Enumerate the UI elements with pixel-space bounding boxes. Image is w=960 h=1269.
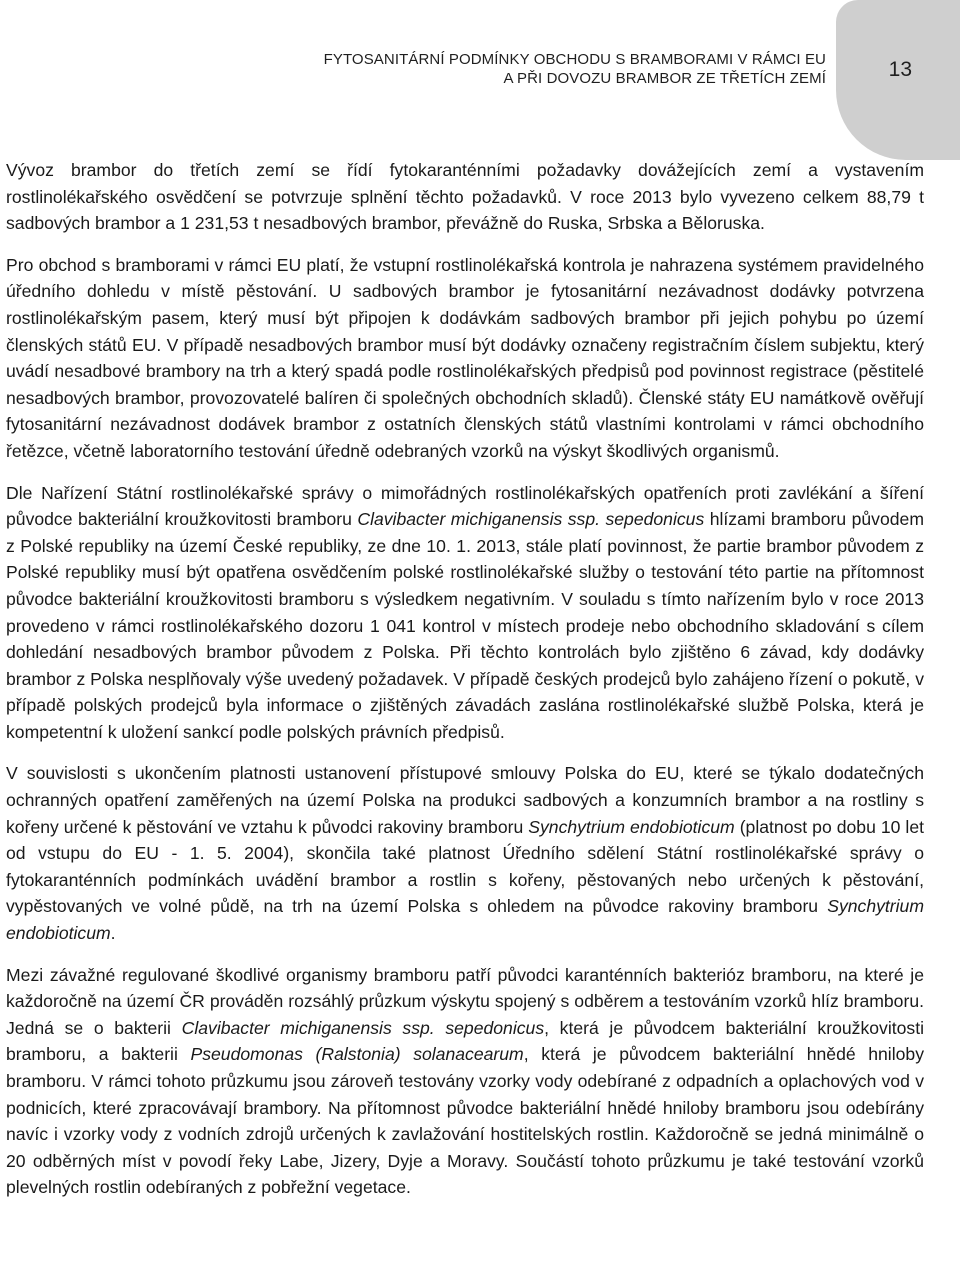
species-name: Clavibacter michiganensis ssp. sepedonicus	[181, 1017, 545, 1038]
text-segment: hlízami bramboru původem z Polské republiky na území České republiky, ze dne 10. 1. 2013, stále platí povinnost, že partie brambor původem z Polské republiky musí být opatřena osvědčením polské rostlinolékařské služby o testování této partie na přítomnost původce bakteriální kroužkovitosti bramboru s výsledkem negativním. V souladu s tímto nařízením bylo v roce 2013 provedeno v rámci rostlinolékařského dozoru 1 041 kontrol v místech prodeje nebo obchodního skladování s cílem dohledání nesadbových brambor původem z Polska. Při těchto kontrolách bylo zjištěno 6 závad, kdy dodávky brambor z Polska nesplňovaly výše uvedený požadavek. V případě českých prodejců bylo zahájeno řízení o pokutě, v případě polských prodejců byla informace o zjištěných závadách zaslána rostlinolékařské službě Polska, která je kompetentní k uložení sankcí podle polských právních předpisů.	[6, 509, 924, 742]
species-name: Synchytrium endobioticum	[528, 816, 735, 837]
page-number: 13	[888, 58, 912, 81]
paragraph-poland-regulation	[6, 480, 924, 746]
species-name: Pseudomonas (Ralstonia) solanacearum	[190, 1044, 524, 1065]
paragraph-accession-treaty	[6, 760, 924, 946]
running-header	[324, 50, 826, 88]
text-segment: (platnost po dobu 10 let od vstupu do EU - 1. 5. 2004), skončila také platnost Úředního sdělení Státní rostlinolékařské správy o fytokaranténních podmínkách uvádění brambor a rostlin s kořeny, pěstovaných nebo určených k pěstování, vypěstovaných ve volné půdě, na trh na území Polska s ohledem na původce rakoviny bramboru	[6, 816, 924, 917]
species-name: Clavibacter michiganensis ssp. sepedonicus	[357, 509, 705, 530]
text-segment: V souvislosti s ukončením platnosti ustanovení přístupové smlouvy Polska do EU, které se týkalo dodatečných ochranných opatření zaměřených na území Polska na produkci sadbových a konzumních brambor a na rostliny s kořeny určené k pěstování ve vztahu k původci rakoviny bramboru	[6, 763, 924, 837]
text-segment: .	[110, 923, 116, 944]
header-title-line-1: FYTOSANITÁRNÍ PODMÍNKY OBCHODU S BRAMBORAMI V RÁMCI EU	[323, 51, 826, 68]
species-name: Synchytrium endobioticum	[6, 896, 924, 944]
text-segment: , která je původcem bakteriální kroužkovitosti bramboru, a bakterii	[6, 1017, 924, 1065]
paragraph-export: Vývoz brambor do třetích zemí se řídí fytokaranténními požadavky dovážejících zemí a vystavením rostlinolékařského osvědčení se potvrzuje splnění těchto požadavků. V roce 2013 bylo vyvezeno celkem 88,79 t sadbových brambor a 1 231,53 t nesadbových brambor, převážně do Ruska, Srbska a Běloruska.	[6, 160, 924, 234]
text-segment: , která je původcem bakteriální hnědé hniloby bramboru. V rámci tohoto průzkumu jsou zároveň testovány vzorky vody odebírané z odpadních a oplachových vod v podnicích, které zpracovávají brambory. Na přítomnost původce bakteriální hnědé hniloby bramboru jsou odebírány navíc i vzorky vody z vodních zdrojů určených k zavlažování hostitelských rostlin. Každoročně se jedná minimálně o 20 odběrných míst v povodí řeky Labe, Jizery, Dyje a Moravy. Součástí tohoto průzkumu je také testování vzorků plevelných rostlin odebíraných z pobřežní vegetace.	[6, 1044, 924, 1198]
header-title-line-2: A PŘI DOVOZU BRAMBOR ZE TŘETÍCH ZEMÍ	[503, 70, 826, 87]
paragraph-quarantine-survey	[6, 962, 924, 1201]
paragraph-eu-trade: Pro obchod s bramborami v rámci EU platí, že vstupní rostlinolékařská kontrola je nahrazena systémem pravidelného úředního dohledu v místě pěstování. U sadbových brambor je fytosanitární nezávadnost dodávky potvrzena rostlinolékařským pasem, který musí být připojen k dodávkám sadbových brambor při jejich pohybu po území členských států EU. V případě nesadbových brambor musí být dodávky označeny registračním číslem subjektu, který uvádí nesadbové brambory na trh a který spadá podle rostlinolékařských předpisů pod povinnost registrace (pěstitelé nesadbových brambor, provozovatelé balíren či společných obchodních skladů). Členské státy EU namátkově ověřují fytosanitární nezávadnost dodávek brambor z ostatních členských států vlastními kontrolami v rámci obchodního řetězce, včetně laboratorního testování úředně odebraných vzorků na výskyt škodlivých organismů.	[6, 254, 924, 461]
text-segment: Mezi závažné regulované škodlivé organismy bramboru patří původci karanténních bakterióz bramboru, na které je každoročně na území ČR prováděn rozsáhlý průzkum výskytu spojený s odběrem a testováním vzorků hlíz bramboru. Jedná se o bakterii	[6, 964, 924, 1038]
document-body	[6, 157, 924, 1201]
text-segment: Dle Nařízení Státní rostlinolékařské správy o mimořádných rostlinolékařských opatřeních proti zavlékání a šíření původce bakteriální kroužkovitosti bramboru	[6, 482, 924, 530]
